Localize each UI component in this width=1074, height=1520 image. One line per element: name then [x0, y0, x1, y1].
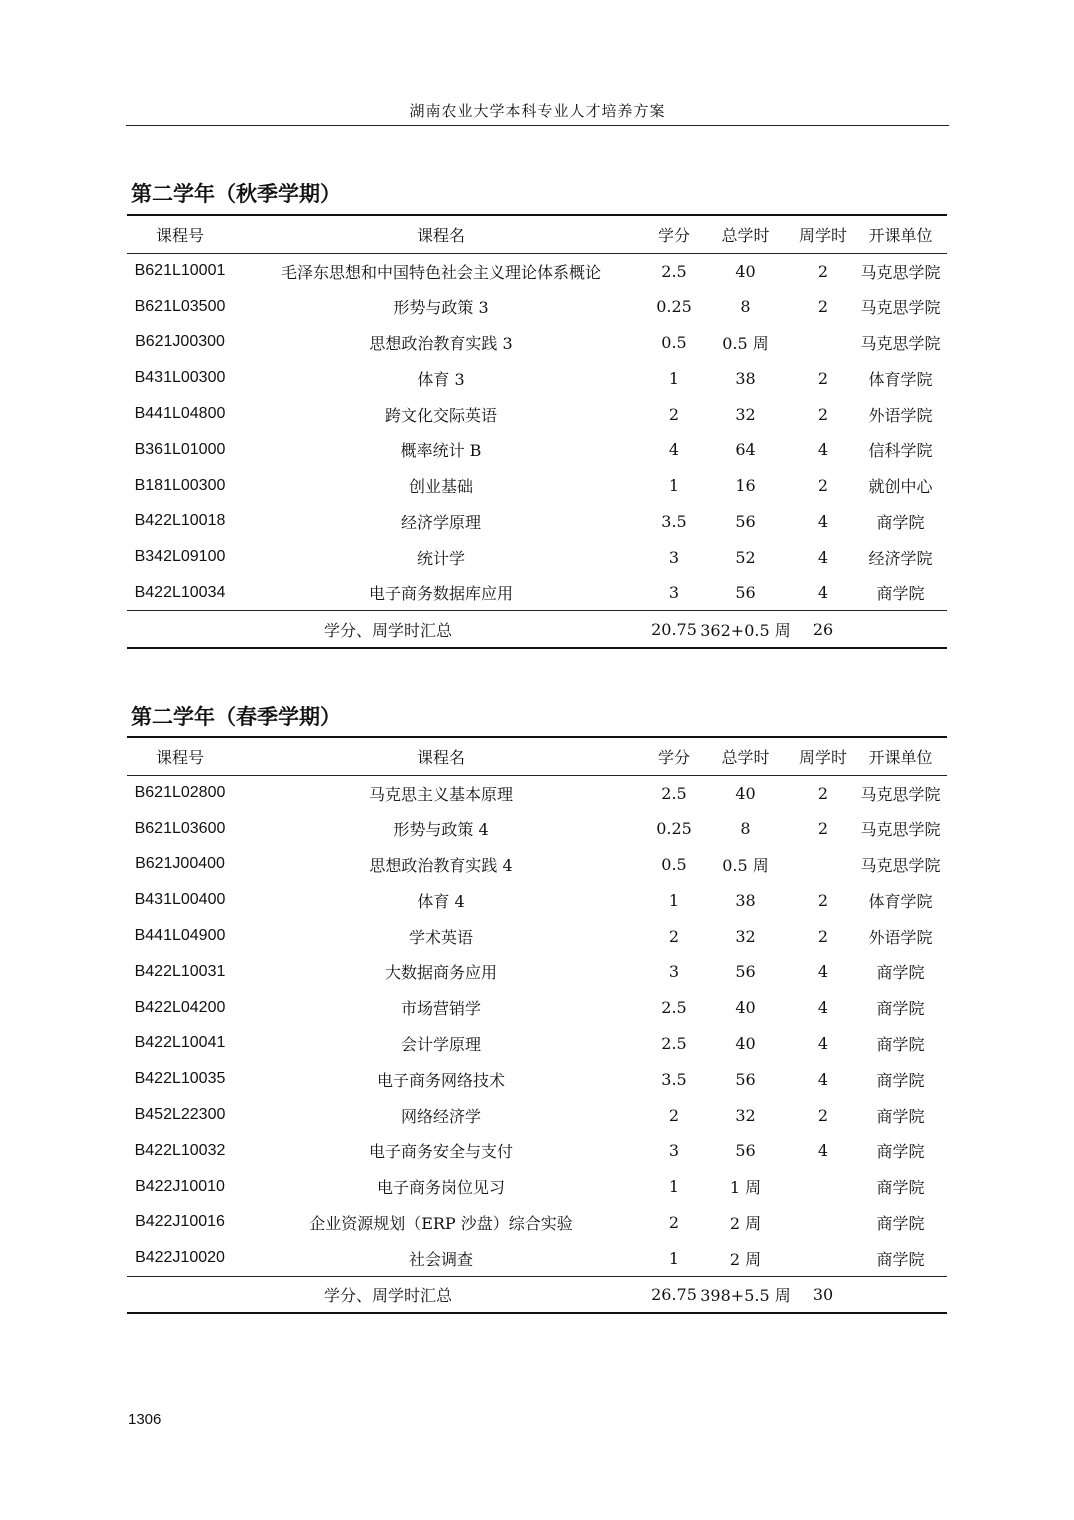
- cell-department: 马克思学院: [860, 855, 941, 875]
- table-row: [127, 325, 947, 361]
- total-department-empty: [854, 1276, 947, 1313]
- cell-department: 商学院: [876, 1106, 925, 1126]
- cell-total-hours: 2 周: [729, 1213, 762, 1233]
- cell-course-code: B621L02800: [134, 784, 226, 802]
- cell-total-hours: 1 周: [729, 1178, 762, 1198]
- cell-weekly-hours: [792, 325, 854, 361]
- cell-department: 商学院: [876, 1142, 925, 1162]
- total-credit: 26.75: [649, 1276, 699, 1313]
- cell-department: 商学院: [876, 999, 925, 1019]
- cell-weekly-hours: [792, 847, 854, 883]
- table-row: [127, 990, 947, 1026]
- cell-credit: 2: [668, 1105, 680, 1125]
- cell-credit: 2: [668, 926, 680, 946]
- total-row: [127, 1276, 947, 1313]
- cell-credit: 3: [668, 1141, 680, 1161]
- page-number: 1306: [128, 1411, 162, 1428]
- cell-credit: 2: [668, 1212, 680, 1232]
- cell-credit: 2.5: [661, 998, 687, 1018]
- total-department-empty: [854, 611, 947, 648]
- cell-weekly-hours: 2: [817, 1105, 829, 1125]
- cell-total-hours: 40: [735, 783, 756, 803]
- total-label: 学分、周学时汇总: [127, 1276, 649, 1313]
- cell-total-hours: 32: [735, 926, 756, 946]
- table-row: [127, 1169, 947, 1205]
- cell-course-code: B621L10001: [134, 262, 226, 280]
- column-header-weekly-hours: 周学时: [792, 215, 854, 253]
- table-row: [127, 1205, 947, 1241]
- cell-total-hours: 52: [735, 547, 756, 567]
- cell-department: 马克思学院: [860, 784, 941, 804]
- cell-course-name: 创业基础: [408, 477, 473, 497]
- cell-course-code: B422L04200: [134, 998, 226, 1016]
- cell-department: 商学院: [876, 1249, 925, 1269]
- cell-weekly-hours: 4: [817, 547, 829, 567]
- cell-department: 经济学院: [868, 548, 933, 568]
- cell-course-code: B621J00400: [135, 855, 225, 873]
- table-row: [127, 289, 947, 325]
- table-header-row: [127, 737, 947, 775]
- cell-total-hours: 16: [735, 476, 756, 496]
- cell-course-name: 跨文化交际英语: [384, 405, 497, 425]
- cell-credit: 1: [668, 1248, 680, 1268]
- cell-course-code: B422L10034: [134, 583, 226, 601]
- cell-total-hours: 56: [735, 511, 756, 531]
- table-header-row: [127, 215, 947, 253]
- cell-credit: 1: [668, 476, 680, 496]
- cell-total-hours: 2 周: [729, 1249, 762, 1269]
- total-hours: 398+5.5 周: [699, 1276, 792, 1313]
- cell-total-hours: 40: [735, 998, 756, 1018]
- column-header-credit: 学分: [649, 737, 699, 775]
- cell-credit: 3: [668, 547, 680, 567]
- cell-credit: 2.5: [661, 783, 687, 803]
- cell-weekly-hours: [792, 1205, 854, 1241]
- column-header-course-name: 课程名: [233, 737, 649, 775]
- cell-credit: 0.25: [656, 297, 692, 317]
- cell-course-code: B422J10020: [135, 1249, 225, 1266]
- column-header-total-hours: 总学时: [699, 215, 792, 253]
- cell-course-code: B441L04800: [134, 405, 226, 423]
- column-header-credit: 学分: [649, 215, 699, 253]
- cell-total-hours: 56: [735, 1141, 756, 1161]
- cell-credit: 1: [668, 890, 680, 910]
- cell-weekly-hours: 4: [817, 1141, 829, 1161]
- column-header-department: 开课单位: [854, 215, 947, 253]
- cell-course-code: B422L10032: [134, 1141, 226, 1159]
- cell-total-hours: 8: [740, 819, 751, 839]
- cell-course-code: B431L00300: [134, 369, 226, 387]
- cell-course-name: 马克思主义基本原理: [368, 784, 513, 804]
- column-header-department: 开课单位: [854, 737, 947, 775]
- cell-total-hours: 56: [735, 962, 756, 982]
- cell-course-name: 电子商务安全与支付: [368, 1142, 513, 1162]
- running-header: 湖南农业大学本科专业人才培养方案: [126, 100, 949, 126]
- cell-department: 马克思学院: [860, 262, 941, 282]
- cell-course-code: B342L09100: [134, 548, 226, 566]
- cell-total-hours: 56: [735, 583, 756, 603]
- cell-course-code: B361L01000: [134, 440, 226, 458]
- cell-department: 外语学院: [868, 405, 933, 425]
- cell-weekly-hours: 2: [817, 297, 829, 317]
- cell-weekly-hours: 2: [817, 404, 829, 424]
- table-row: [127, 1240, 947, 1276]
- cell-weekly-hours: [792, 1169, 854, 1205]
- cell-course-code: B621L03500: [134, 297, 226, 315]
- cell-weekly-hours: 4: [817, 583, 829, 603]
- cell-department: 商学院: [876, 1034, 925, 1054]
- cell-course-code: B621L03600: [134, 819, 226, 837]
- cell-course-code: B431L00400: [134, 891, 226, 909]
- table-row: [127, 1097, 947, 1133]
- cell-department: 商学院: [876, 584, 925, 604]
- cell-course-name: 思想政治教育实践 3: [369, 333, 513, 353]
- table-row: [127, 432, 947, 468]
- cell-department: 信科学院: [868, 441, 933, 461]
- cell-course-code: B422L10018: [134, 512, 226, 530]
- table-row: [127, 504, 947, 540]
- cell-course-name: 市场营销学: [400, 999, 481, 1019]
- cell-department: 体育学院: [868, 369, 933, 389]
- cell-department: 商学院: [876, 963, 925, 983]
- table-row: [127, 539, 947, 575]
- cell-course-name: 形势与政策 3: [393, 298, 489, 318]
- total-credit: 20.75: [649, 611, 699, 648]
- cell-total-hours: 0.5 周: [722, 855, 769, 875]
- cell-course-name: 会计学原理: [400, 1034, 481, 1054]
- table-row: [127, 468, 947, 504]
- cell-course-name: 电子商务网络技术: [376, 1070, 505, 1090]
- cell-credit: 4: [668, 440, 680, 460]
- course-table-spring: [127, 736, 947, 1314]
- table-row: [127, 253, 947, 289]
- cell-weekly-hours: 4: [817, 962, 829, 982]
- column-header-total-hours: 总学时: [699, 737, 792, 775]
- cell-course-name: 电子商务岗位见习: [376, 1178, 505, 1198]
- cell-course-name: 经济学原理: [400, 512, 481, 532]
- cell-weekly-hours: 2: [817, 926, 829, 946]
- cell-total-hours: 40: [735, 1033, 756, 1053]
- cell-course-name: 大数据商务应用: [384, 963, 497, 983]
- cell-total-hours: 38: [735, 368, 756, 388]
- cell-course-name: 概率统计 B: [400, 441, 482, 461]
- total-label: 学分、周学时汇总: [127, 611, 649, 648]
- cell-weekly-hours: [792, 1240, 854, 1276]
- table-row: [127, 918, 947, 954]
- cell-credit: 2: [668, 404, 680, 424]
- cell-course-name: 形势与政策 4: [393, 820, 489, 840]
- cell-credit: 3.5: [661, 511, 687, 531]
- total-weekly: 30: [792, 1276, 854, 1313]
- cell-course-code: B422L10035: [134, 1070, 226, 1088]
- cell-department: 就创中心: [868, 477, 933, 497]
- table-row: [127, 360, 947, 396]
- column-header-course-code: 课程号: [127, 215, 233, 253]
- cell-department: 商学院: [876, 1178, 925, 1198]
- column-header-weekly-hours: 周学时: [792, 737, 854, 775]
- cell-credit: 3.5: [661, 1069, 687, 1089]
- cell-weekly-hours: 2: [817, 819, 829, 839]
- cell-total-hours: 38: [735, 890, 756, 910]
- cell-weekly-hours: 4: [817, 511, 829, 531]
- cell-total-hours: 40: [735, 261, 756, 281]
- cell-total-hours: 0.5 周: [722, 333, 769, 353]
- table-row: [127, 1026, 947, 1062]
- cell-course-code: B452L22300: [134, 1106, 226, 1124]
- cell-department: 马克思学院: [860, 333, 941, 353]
- table-row: [127, 882, 947, 918]
- cell-department: 商学院: [876, 512, 925, 532]
- table-row: [127, 954, 947, 990]
- cell-department: 商学院: [876, 1070, 925, 1090]
- cell-credit: 0.25: [656, 819, 692, 839]
- table-row: [127, 1061, 947, 1097]
- cell-course-code: B422L10041: [134, 1034, 226, 1052]
- cell-course-name: 统计学: [416, 548, 465, 568]
- cell-department: 马克思学院: [860, 298, 941, 318]
- cell-weekly-hours: 4: [817, 440, 829, 460]
- cell-credit: 2.5: [661, 1033, 687, 1053]
- cell-credit: 3: [668, 962, 680, 982]
- cell-weekly-hours: 4: [817, 1033, 829, 1053]
- cell-total-hours: 56: [735, 1069, 756, 1089]
- cell-weekly-hours: 4: [817, 998, 829, 1018]
- cell-course-name: 体育 4: [417, 891, 465, 911]
- column-header-course-code: 课程号: [127, 737, 233, 775]
- cell-total-hours: 64: [735, 440, 756, 460]
- cell-department: 商学院: [876, 1213, 925, 1233]
- cell-credit: 2.5: [661, 261, 687, 281]
- cell-course-name: 思想政治教育实践 4: [369, 855, 513, 875]
- cell-credit: 3: [668, 583, 680, 603]
- cell-course-code: B181L00300: [134, 476, 226, 494]
- cell-weekly-hours: 4: [817, 1069, 829, 1089]
- cell-course-name: 网络经济学: [400, 1106, 481, 1126]
- cell-weekly-hours: 2: [817, 368, 829, 388]
- column-header-course-name: 课程名: [233, 215, 649, 253]
- cell-course-name: 学术英语: [408, 927, 473, 947]
- cell-course-name: 毛泽东思想和中国特色社会主义理论体系概论: [280, 262, 601, 282]
- cell-credit: 0.5: [661, 332, 687, 352]
- cell-weekly-hours: 2: [817, 476, 829, 496]
- table-row: [127, 775, 947, 811]
- cell-total-hours: 8: [740, 297, 751, 317]
- cell-credit: 1: [668, 368, 680, 388]
- section-title-spring: 第二学年（春季学期）: [131, 705, 341, 729]
- cell-credit: 0.5: [661, 854, 687, 874]
- cell-course-name: 社会调查: [408, 1249, 473, 1269]
- cell-course-code: B422J10016: [135, 1213, 225, 1231]
- cell-department: 马克思学院: [860, 820, 941, 840]
- course-table-autumn: [127, 214, 947, 649]
- total-weekly: 26: [792, 611, 854, 648]
- cell-weekly-hours: 2: [817, 261, 829, 281]
- cell-course-code: B441L04900: [134, 927, 226, 945]
- section-title-autumn: 第二学年（秋季学期）: [131, 182, 341, 206]
- cell-total-hours: 32: [735, 404, 756, 424]
- total-hours: 362+0.5 周: [699, 611, 792, 648]
- table-row: [127, 396, 947, 432]
- table-row: [127, 847, 947, 883]
- cell-department: 外语学院: [868, 927, 933, 947]
- cell-course-name: 电子商务数据库应用: [368, 584, 513, 604]
- cell-course-name: 企业资源规划（ERP 沙盘）综合实验: [309, 1213, 573, 1233]
- table-row: [127, 1133, 947, 1169]
- cell-department: 体育学院: [868, 891, 933, 911]
- cell-course-code: B422L10031: [134, 962, 226, 980]
- table-row: [127, 575, 947, 611]
- cell-total-hours: 32: [735, 1105, 756, 1125]
- cell-credit: 1: [668, 1177, 680, 1197]
- cell-course-code: B422J10010: [135, 1177, 225, 1195]
- cell-course-code: B621J00300: [135, 333, 225, 351]
- cell-weekly-hours: 2: [817, 783, 829, 803]
- cell-course-name: 体育 3: [417, 369, 465, 389]
- total-row: [127, 611, 947, 648]
- table-row: [127, 811, 947, 847]
- cell-weekly-hours: 2: [817, 890, 829, 910]
